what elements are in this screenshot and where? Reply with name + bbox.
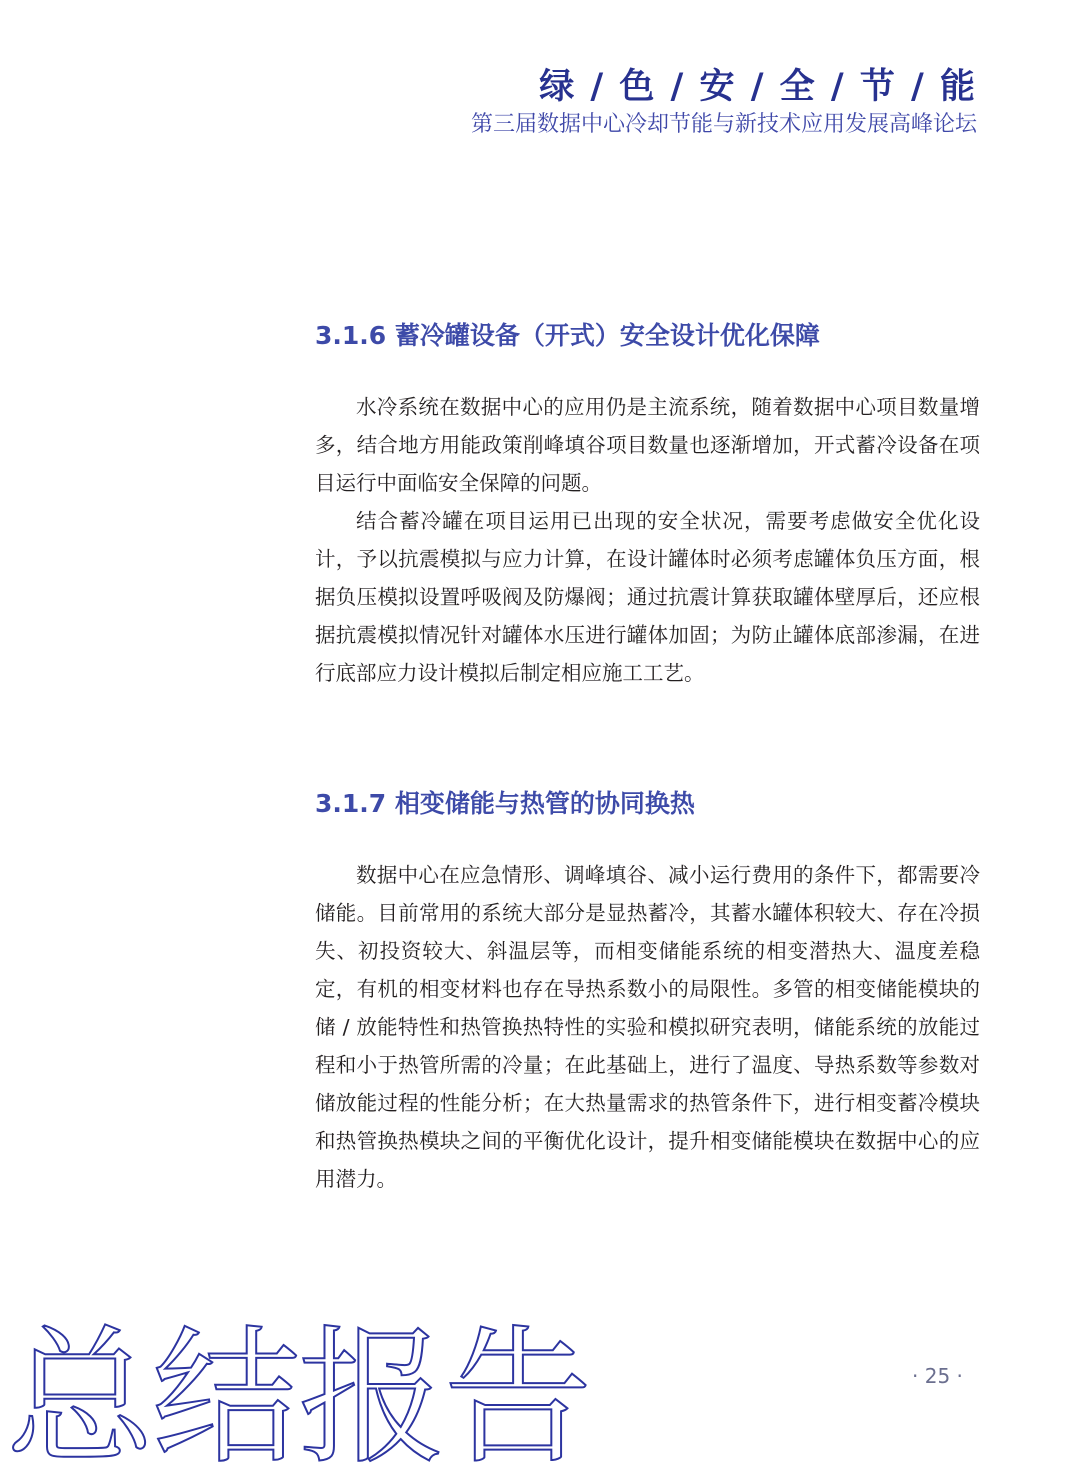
page-number: · 25 · <box>912 1364 963 1388</box>
section-heading: 3.1.6 蓄冷罐设备（开式）安全设计优化保障 <box>315 321 820 350</box>
section-3-1-7 <box>315 782 980 1198</box>
header-title: 绿 / 色 / 安 / 全 / 节 / 能 <box>539 67 977 107</box>
section-heading: 3.1.7 相变储能与热管的协同换热 <box>315 789 695 818</box>
paragraph: 数据中心在应急情形、调峰填谷、减小运行费用的条件下，都需要冷储能。目前常用的系统大部分是显热蓄冷，其蓄水罐体积较大、存在冷损失、初投资较大、斜温层等，而相变储能系统的相变潜热大、温度差稳定，有机的相变材料也存在导热系数小的局限性。多管的相变储能模块的储 / 放能特性和热管换热特性的实验和模拟研究表明，储能系统的放能过程和小于热管所需的冷量；在此基础上，进行了温度、导热系数等参数对储放能过程的性能分析；在大热量需求的热管条件下，进行相变蓄冷模块和热管换热模块之间的平衡优化设计，提升相变储能模块在数据中心的应用潜力。 <box>315 863 980 1191</box>
page-header <box>471 64 977 140</box>
header-subtitle: 第三届数据中心冷却节能与新技术应用发展高峰论坛 <box>470 112 977 137</box>
section-3-1-6 <box>315 314 980 692</box>
summary-report-watermark: 总结报告 <box>6 1312 590 1484</box>
paragraph: 结合蓄冷罐在项目运用已出现的安全状况，需要考虑做安全优化设计，予以抗震模拟与应力计算，在设计罐体时必须考虑罐体负压方面，根据负压模拟设置呼吸阀及防爆阀；通过抗震计算获取罐体壁厚后，还应根据抗震模拟情况针对罐体水压进行罐体加固；为防止罐体底部渗漏，在进行底部应力设计模拟后制定相应施工工艺。 <box>315 509 980 685</box>
paragraph: 水冷系统在数据中心的应用仍是主流系统，随着数据中心项目数量增多，结合地方用能政策削峰填谷项目数量也逐渐增加，开式蓄冷设备在项目运行中面临安全保障的问题。 <box>315 395 980 495</box>
